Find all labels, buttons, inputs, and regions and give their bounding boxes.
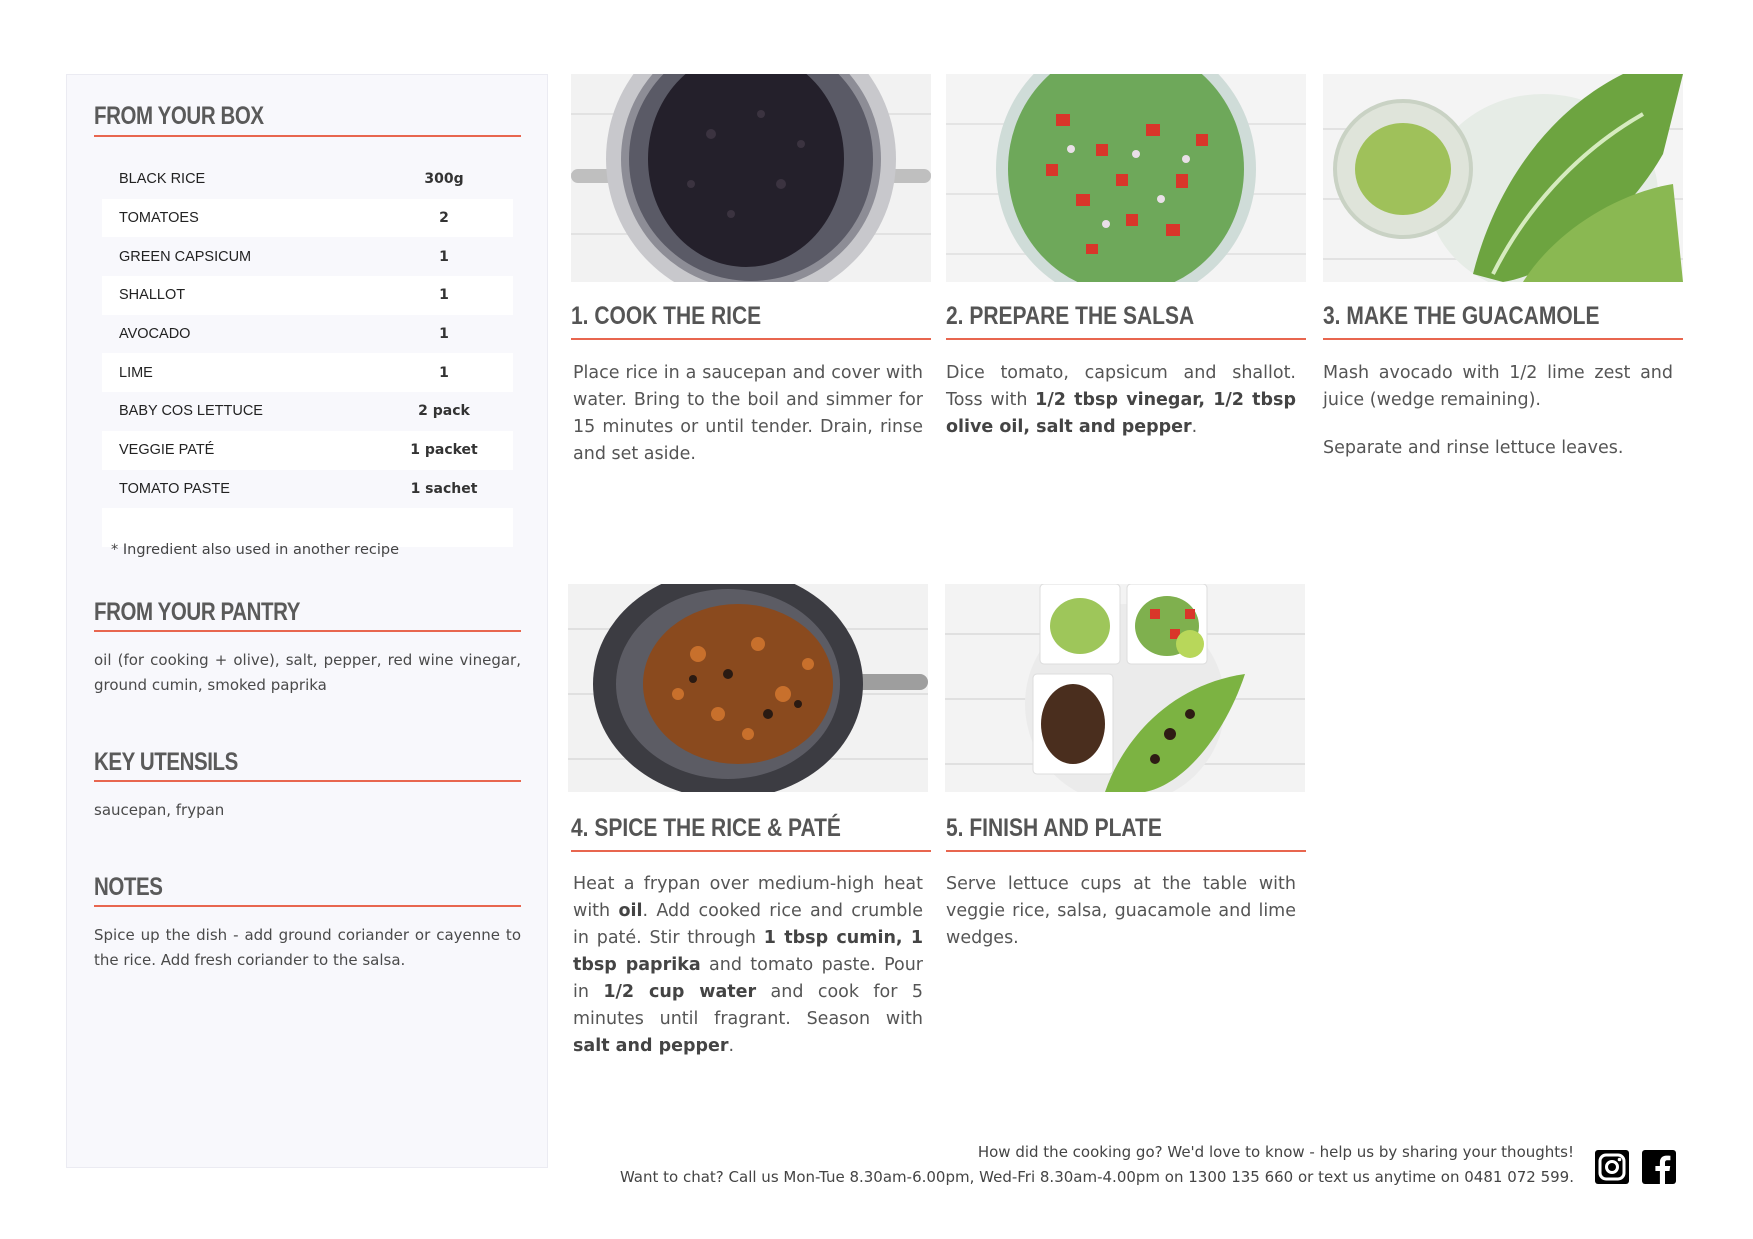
step-3-photo xyxy=(1323,74,1683,282)
step-3-title: 3. MAKE THE GUACAMOLE xyxy=(1323,302,1600,330)
section-divider xyxy=(94,905,521,907)
ingredient-name: BLACK RICE xyxy=(119,171,206,188)
section-divider xyxy=(94,135,521,137)
step-divider xyxy=(946,338,1306,340)
facebook-icon[interactable] xyxy=(1642,1150,1676,1184)
step-paragraph: Place rice in a saucepan and cover with water. Bring to the boil and simmer for 15 minutes or until tender. Drain, rinse and set aside. xyxy=(573,363,923,464)
ingredient-name: GREEN CAPSICUM xyxy=(119,248,252,265)
section-divider xyxy=(94,780,521,782)
ingredients-table xyxy=(102,160,513,547)
ingredient-quantity: 2 xyxy=(439,210,449,227)
section-divider xyxy=(94,630,521,632)
ingredient-row xyxy=(102,353,513,392)
step-paragraph: Serve lettuce cups at the table with veggie rice, salsa, guacamole and lime wedges. xyxy=(946,874,1296,948)
step-1-title: 1. COOK THE RICE xyxy=(571,302,762,330)
step-4-photo xyxy=(568,584,928,792)
notes-text: Spice up the dish - add ground coriander or cayenne to the rice. Add fresh coriander to the salsa. xyxy=(94,926,521,969)
ingredient-row xyxy=(102,315,513,354)
ingredient-name: AVOCADO xyxy=(119,326,191,343)
step-1-photo xyxy=(571,74,931,282)
step-paragraph: Heat a frypan over medium-high heat with oil. Add cooked rice and crumble in paté. Stir through 1 tbsp cumin, 1 tbsp paprika and tomato paste. Pour in 1/2 cup water and cook for 5 minutes until fragrant. Season with salt and pepper. xyxy=(573,874,924,1056)
ingredient-quantity: 300g xyxy=(424,171,464,188)
step-3-text xyxy=(1323,360,1673,483)
step-paragraph: Separate and rinse lettuce leaves. xyxy=(1323,438,1624,458)
step-5-photo xyxy=(945,584,1305,792)
ingredient-row xyxy=(102,160,513,199)
ingredient-name: VEGGIE PATÉ xyxy=(119,442,215,459)
ingredient-footnote: * Ingredient also used in another recipe xyxy=(111,542,399,558)
step-1-text xyxy=(573,360,923,489)
step-5-title: 5. FINISH AND PLATE xyxy=(946,814,1162,842)
from-your-box-title: FROM YOUR BOX xyxy=(94,102,264,130)
step-4-text xyxy=(573,871,923,1081)
step-2-title: 2. PREPARE THE SALSA xyxy=(946,302,1195,330)
step-divider xyxy=(571,338,931,340)
step-divider xyxy=(946,850,1306,852)
instagram-icon[interactable] xyxy=(1595,1150,1629,1184)
ingredient-row xyxy=(102,392,513,431)
step-divider xyxy=(571,850,931,852)
ingredient-name: SHALLOT xyxy=(119,287,186,304)
ingredient-name: LIME xyxy=(119,364,153,381)
from-your-pantry-title: FROM YOUR PANTRY xyxy=(94,598,301,626)
step-2-text xyxy=(946,360,1296,462)
key-utensils-title: KEY UTENSILS xyxy=(94,748,238,776)
ingredient-row xyxy=(102,199,513,238)
step-paragraph: Mash avocado with 1/2 lime zest and juice (wedge remaining). xyxy=(1323,363,1673,410)
ingredient-quantity: 1 packet xyxy=(410,442,478,459)
ingredient-quantity: 1 xyxy=(439,248,449,265)
ingredient-row xyxy=(102,237,513,276)
pantry-text: oil (for cooking + olive), salt, pepper, red wine vinegar, ground cumin, smoked paprika xyxy=(94,651,521,694)
ingredient-quantity: 1 sachet xyxy=(410,480,478,497)
step-2-photo xyxy=(946,74,1306,282)
contact-text: Want to chat? Call us Mon-Tue 8.30am-6.00pm, Wed-Fri 8.30am-4.00pm on 1300 135 660 or text us anytime on 0481 072 599. xyxy=(619,1168,1574,1186)
step-paragraph: Dice tomato, capsicum and shallot. Toss with 1/2 tbsp vinegar, 1/2 tbsp olive oil, salt and pepper. xyxy=(946,363,1296,437)
ingredient-row xyxy=(102,470,513,509)
step-5-text xyxy=(946,871,1296,973)
ingredient-quantity: 1 xyxy=(439,287,449,304)
step-4-title: 4. SPICE THE RICE & PATÉ xyxy=(571,814,841,842)
notes-title: NOTES xyxy=(94,873,163,901)
ingredient-quantity: 1 xyxy=(439,364,449,381)
ingredient-name: TOMATO PASTE xyxy=(119,480,230,497)
step-divider xyxy=(1323,338,1683,340)
utensils-text: saucepan, frypan xyxy=(94,801,225,819)
ingredient-row xyxy=(102,276,513,315)
ingredients-panel xyxy=(66,74,548,1168)
ingredient-quantity: 2 pack xyxy=(418,403,470,420)
feedback-text: How did the cooking go? We'd love to know - help us by sharing your thoughts! xyxy=(977,1143,1574,1161)
ingredient-name: TOMATOES xyxy=(119,210,199,227)
ingredient-quantity: 1 xyxy=(439,326,449,343)
ingredient-row xyxy=(102,431,513,470)
ingredient-name: BABY COS LETTUCE xyxy=(119,403,263,420)
